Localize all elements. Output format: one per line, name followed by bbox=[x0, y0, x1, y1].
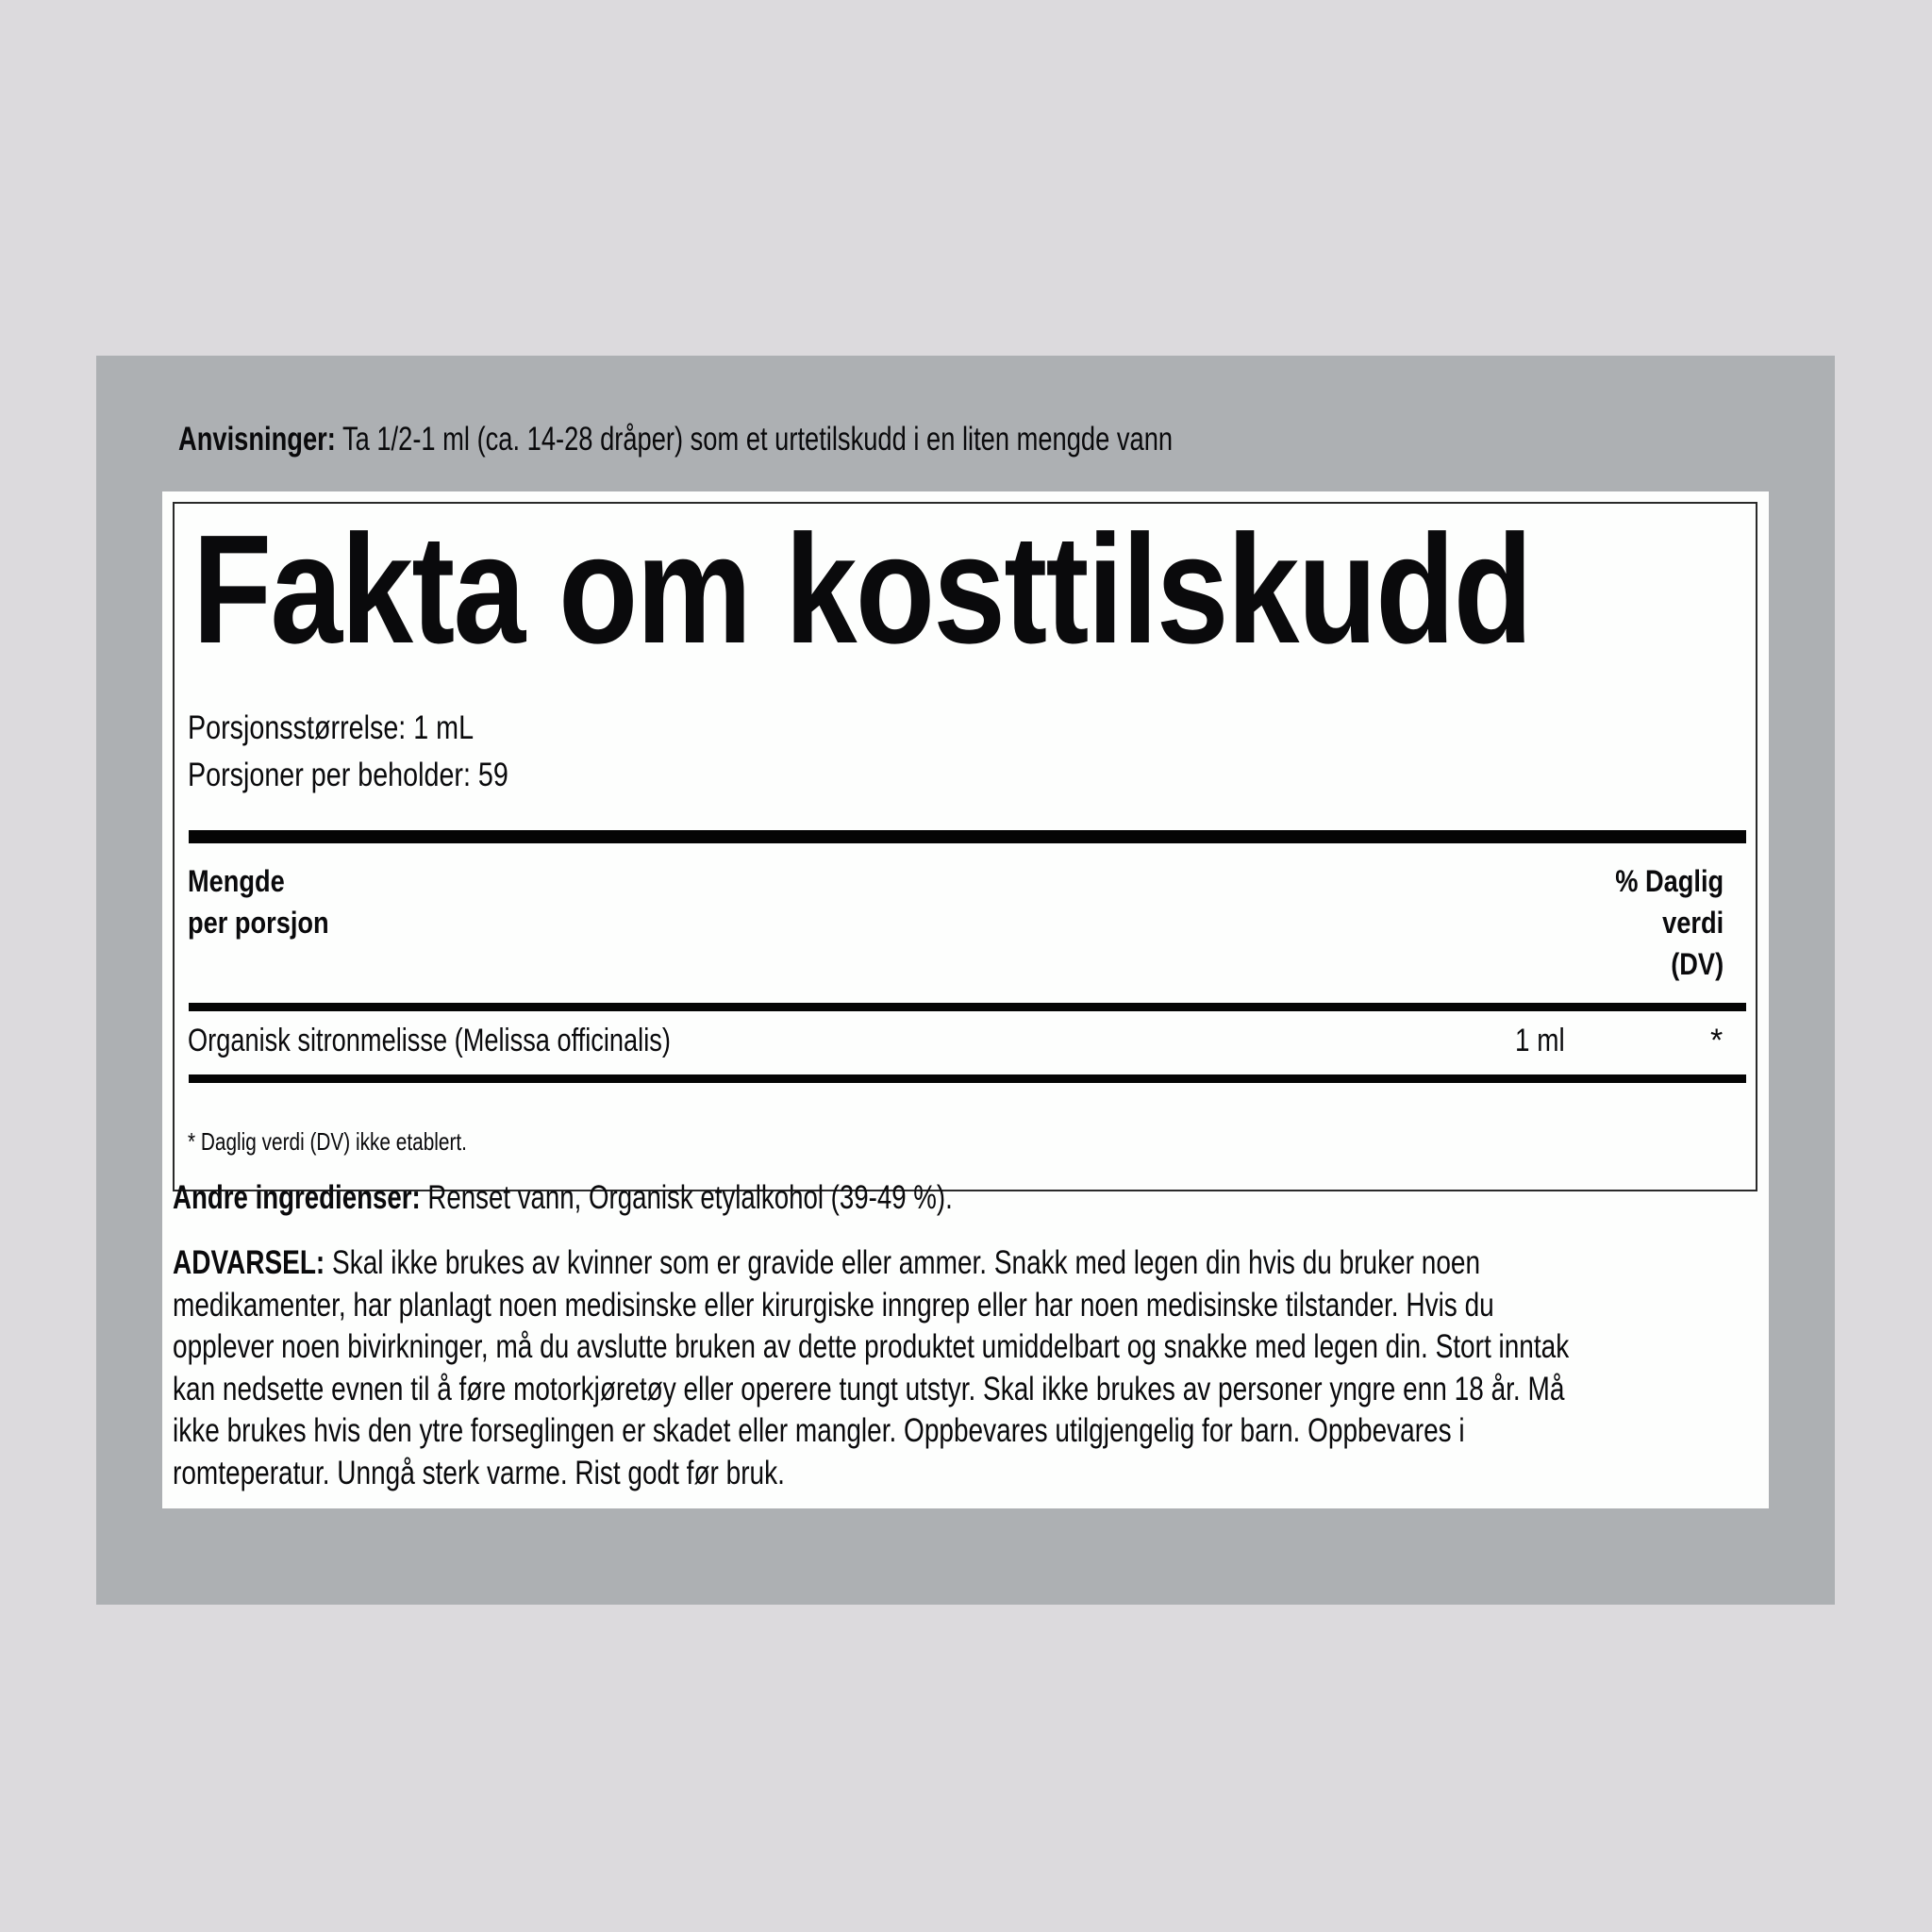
ingredient-daily-value: * bbox=[1710, 1023, 1724, 1058]
directions-body: Ta 1/2-1 ml (ca. 14-28 dråper) som et urtetilskudd i en liten mengde vann bbox=[335, 421, 1174, 458]
daily-value-footnote: * Daglig verdi (DV) ikke etablert. bbox=[188, 1127, 467, 1156]
ingredient-amount: 1 ml bbox=[1515, 1023, 1565, 1058]
warning-label: ADVARSEL: bbox=[173, 1244, 325, 1281]
amount-per-serving-header: Mengde per porsjon bbox=[188, 864, 329, 940]
warning-text: ADVARSEL: Skal ikke brukes av kvinner som er gravide eller ammer. Snakk med legen din hvis du bruker noen medikamenter, har planlagt noen medisinske eller kirurgiske inngrep eller har noen medisinske tilstander. Hvis du opplever noen bivirkninger, må du avslutte bruken av dette produktet umiddelbart og snakke med legen din. Stort inntak kan nedsette evnen til å føre motorkjøretøy eller operere tungt utstyr. Skal ikke brukes av personer yngre enn 18 år. Må ikke brukes hvis den ytre forseglingen er skadet eller mangler. Oppbevares utilgjengelig for barn. Oppbevares i romteperatur. Unngå sterk varme. Rist godt før bruk. bbox=[173, 1244, 1570, 1491]
supplement-facts-box bbox=[173, 502, 1757, 1191]
other-ingredients-body: Renset vann, Organisk etylalkohol (39-49 %). bbox=[420, 1179, 953, 1216]
daily-value-header: % Daglig verdi (DV) bbox=[1615, 864, 1724, 981]
serving-size: Porsjonsstørrelse: 1 mL bbox=[188, 709, 475, 746]
ingredient-divider bbox=[189, 1074, 1746, 1083]
other-ingredients-label: Andre ingredienser: bbox=[173, 1179, 421, 1216]
ingredient-name: Organisk sitronmelisse (Melissa officinalis) bbox=[188, 1023, 671, 1058]
directions-text bbox=[178, 421, 1453, 458]
facts-title: Fakta om kosttilskudd bbox=[192, 503, 1532, 675]
directions-label: Anvisninger: bbox=[178, 421, 336, 458]
other-ingredients bbox=[173, 1179, 1160, 1217]
header-divider bbox=[189, 1003, 1746, 1011]
servings-per-container: Porsjoner per beholder: 59 bbox=[188, 757, 508, 793]
thick-divider bbox=[189, 830, 1746, 843]
